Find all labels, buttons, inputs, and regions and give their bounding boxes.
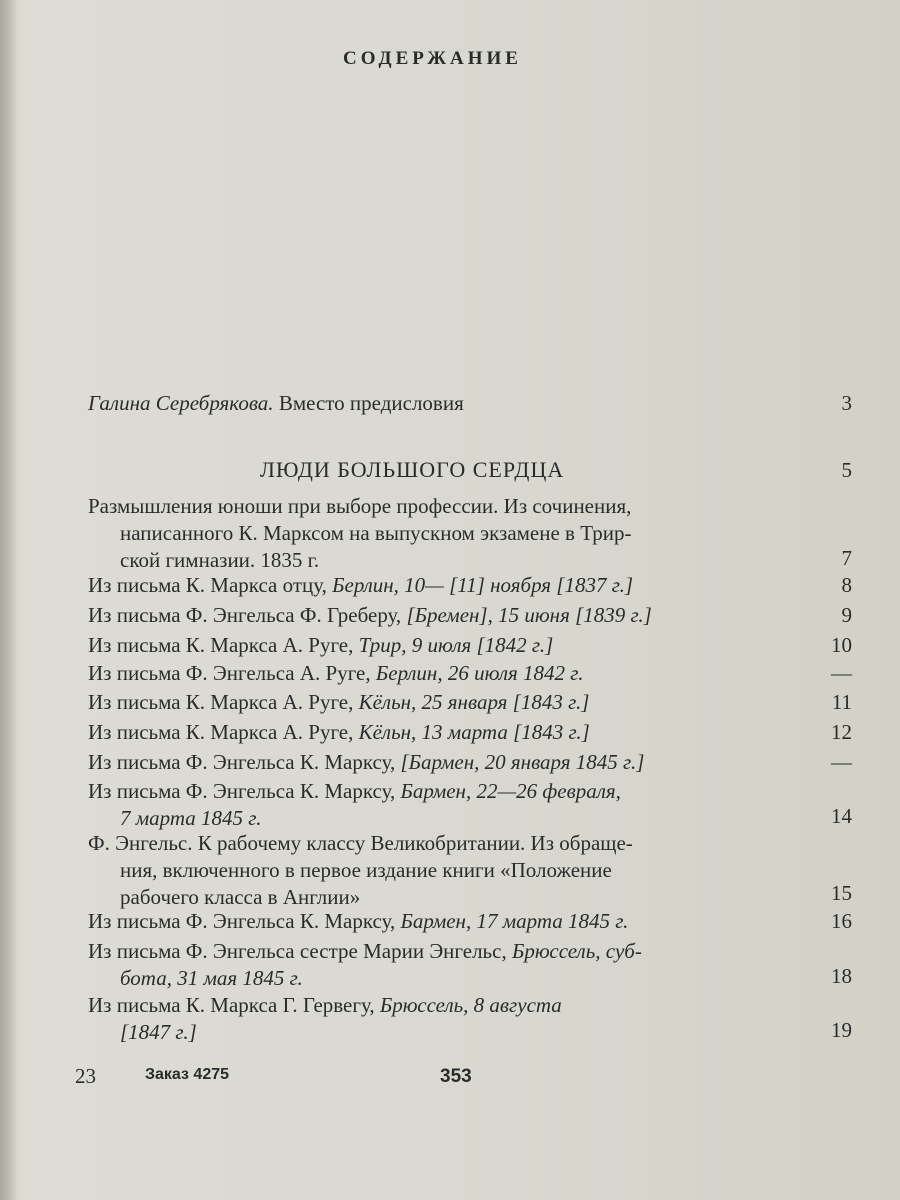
- entry-text: Из письма К. Маркса А. Руге,: [88, 633, 359, 657]
- print-order: Заказ 4275: [145, 1066, 230, 1083]
- entry-place-date: Кёльн, 13 марта [1843 г.]: [358, 720, 590, 744]
- entry-text: Из письма К. Маркса А. Руге,: [88, 720, 359, 744]
- preface-title: Вместо предисловия: [273, 391, 464, 415]
- toc-entry-preface: [88, 390, 778, 417]
- toc-entry: [88, 660, 778, 687]
- toc-page-number: 5: [841, 458, 852, 482]
- toc-entry: [88, 749, 778, 776]
- preface-author: Галина Серебрякова.: [88, 391, 274, 415]
- entry-place-date: Бармен, 17 марта 1845 г.: [400, 909, 629, 933]
- entry-line: Ф. Энгельс. К рабочему классу Великобритании. Из обраще-: [88, 831, 633, 855]
- entry-text: Из письма Ф. Энгельса К. Марксу,: [88, 909, 401, 933]
- entry-text: Из письма Ф. Энгельса К. Марксу,: [88, 750, 401, 774]
- toc-entry: [88, 689, 778, 716]
- contents-heading: СОДЕРЖАНИЕ: [343, 48, 522, 69]
- entry-place-date: [Бармен, 20 января 1845 г.]: [400, 750, 645, 774]
- toc-entry: [88, 572, 778, 599]
- entry-place-date: Бармен, 22—26 февраля,: [400, 779, 621, 803]
- entry-text: Из письма Ф. Энгельса А. Руге,: [88, 661, 376, 685]
- toc-page-number: —: [831, 661, 852, 685]
- toc-entry: [88, 493, 778, 574]
- toc-page-number: 15: [831, 881, 852, 905]
- toc-page-number: 18: [831, 964, 852, 988]
- toc-page-number: 11: [831, 690, 852, 714]
- toc-entry: [88, 719, 778, 746]
- entry-place-date: Кёльн, 25 января [1843 г.]: [358, 690, 590, 714]
- toc-entry: [88, 992, 778, 1046]
- entry-text: Из письма Ф. Энгельса сестре Марии Энгельс,: [88, 939, 512, 963]
- entry-line: ской гимназии. 1835 г.: [120, 548, 320, 572]
- toc-page-number: 7: [841, 546, 852, 570]
- entry-place-date-cont: 7 марта 1845 г.: [120, 806, 262, 830]
- toc-page-number: 8: [841, 573, 852, 597]
- toc-page-number: 3: [841, 391, 852, 415]
- toc-page-number: 9: [841, 603, 852, 627]
- entry-place-date: Брюссель, 8 августа: [379, 993, 562, 1017]
- entry-line: рабочего класса в Англии»: [120, 885, 361, 909]
- entry-place-date: Берлин, 26 июля 1842 г.: [375, 661, 584, 685]
- spine-shadow: [0, 0, 18, 1200]
- toc-entry: [88, 632, 778, 659]
- toc-page-number: 10: [831, 633, 852, 657]
- entry-line: ния, включенного в первое издание книги «Положение: [120, 858, 612, 882]
- entry-place-date: Трир, 9 июля [1842 г.]: [358, 633, 554, 657]
- page-number: 353: [440, 1066, 472, 1087]
- toc-page-number: 12: [831, 720, 852, 744]
- toc-page-number: —: [831, 750, 852, 774]
- entry-place-date: Берлин, 10— [11] ноября [1837 г.]: [332, 573, 634, 597]
- toc-page-number: 14: [831, 804, 852, 828]
- toc-entry: [88, 602, 778, 629]
- toc-entry: [88, 778, 778, 832]
- toc-entry: [88, 830, 778, 911]
- entry-text: Из письма Ф. Энгельса Ф. Греберу,: [88, 603, 407, 627]
- entry-line: Размышления юноши при выборе профессии. Из сочинения,: [88, 494, 632, 518]
- toc-entry: [88, 908, 778, 935]
- entry-place-date: Брюссель, суб-: [511, 939, 642, 963]
- entry-place-date-cont: [1847 г.]: [120, 1020, 197, 1044]
- entry-place-date: [Бремен], 15 июня [1839 г.]: [406, 603, 652, 627]
- entry-place-date-cont: бота, 31 мая 1845 г.: [120, 966, 303, 990]
- section-title: ЛЮДИ БОЛЬШОГО СЕРДЦА: [260, 457, 565, 482]
- toc-page-number: 16: [831, 909, 852, 933]
- entry-line: написанного К. Марксом на выпускном экзамене в Трир-: [120, 521, 632, 545]
- toc-page-number: 19: [831, 1018, 852, 1042]
- signature-mark: 23: [75, 1064, 96, 1088]
- entry-text: Из письма Ф. Энгельса К. Марксу,: [88, 779, 401, 803]
- entry-text: Из письма К. Маркса отцу,: [88, 573, 333, 597]
- entry-text: Из письма К. Маркса А. Руге,: [88, 690, 359, 714]
- toc-entry: [88, 938, 778, 992]
- entry-text: Из письма К. Маркса Г. Гервегу,: [88, 993, 380, 1017]
